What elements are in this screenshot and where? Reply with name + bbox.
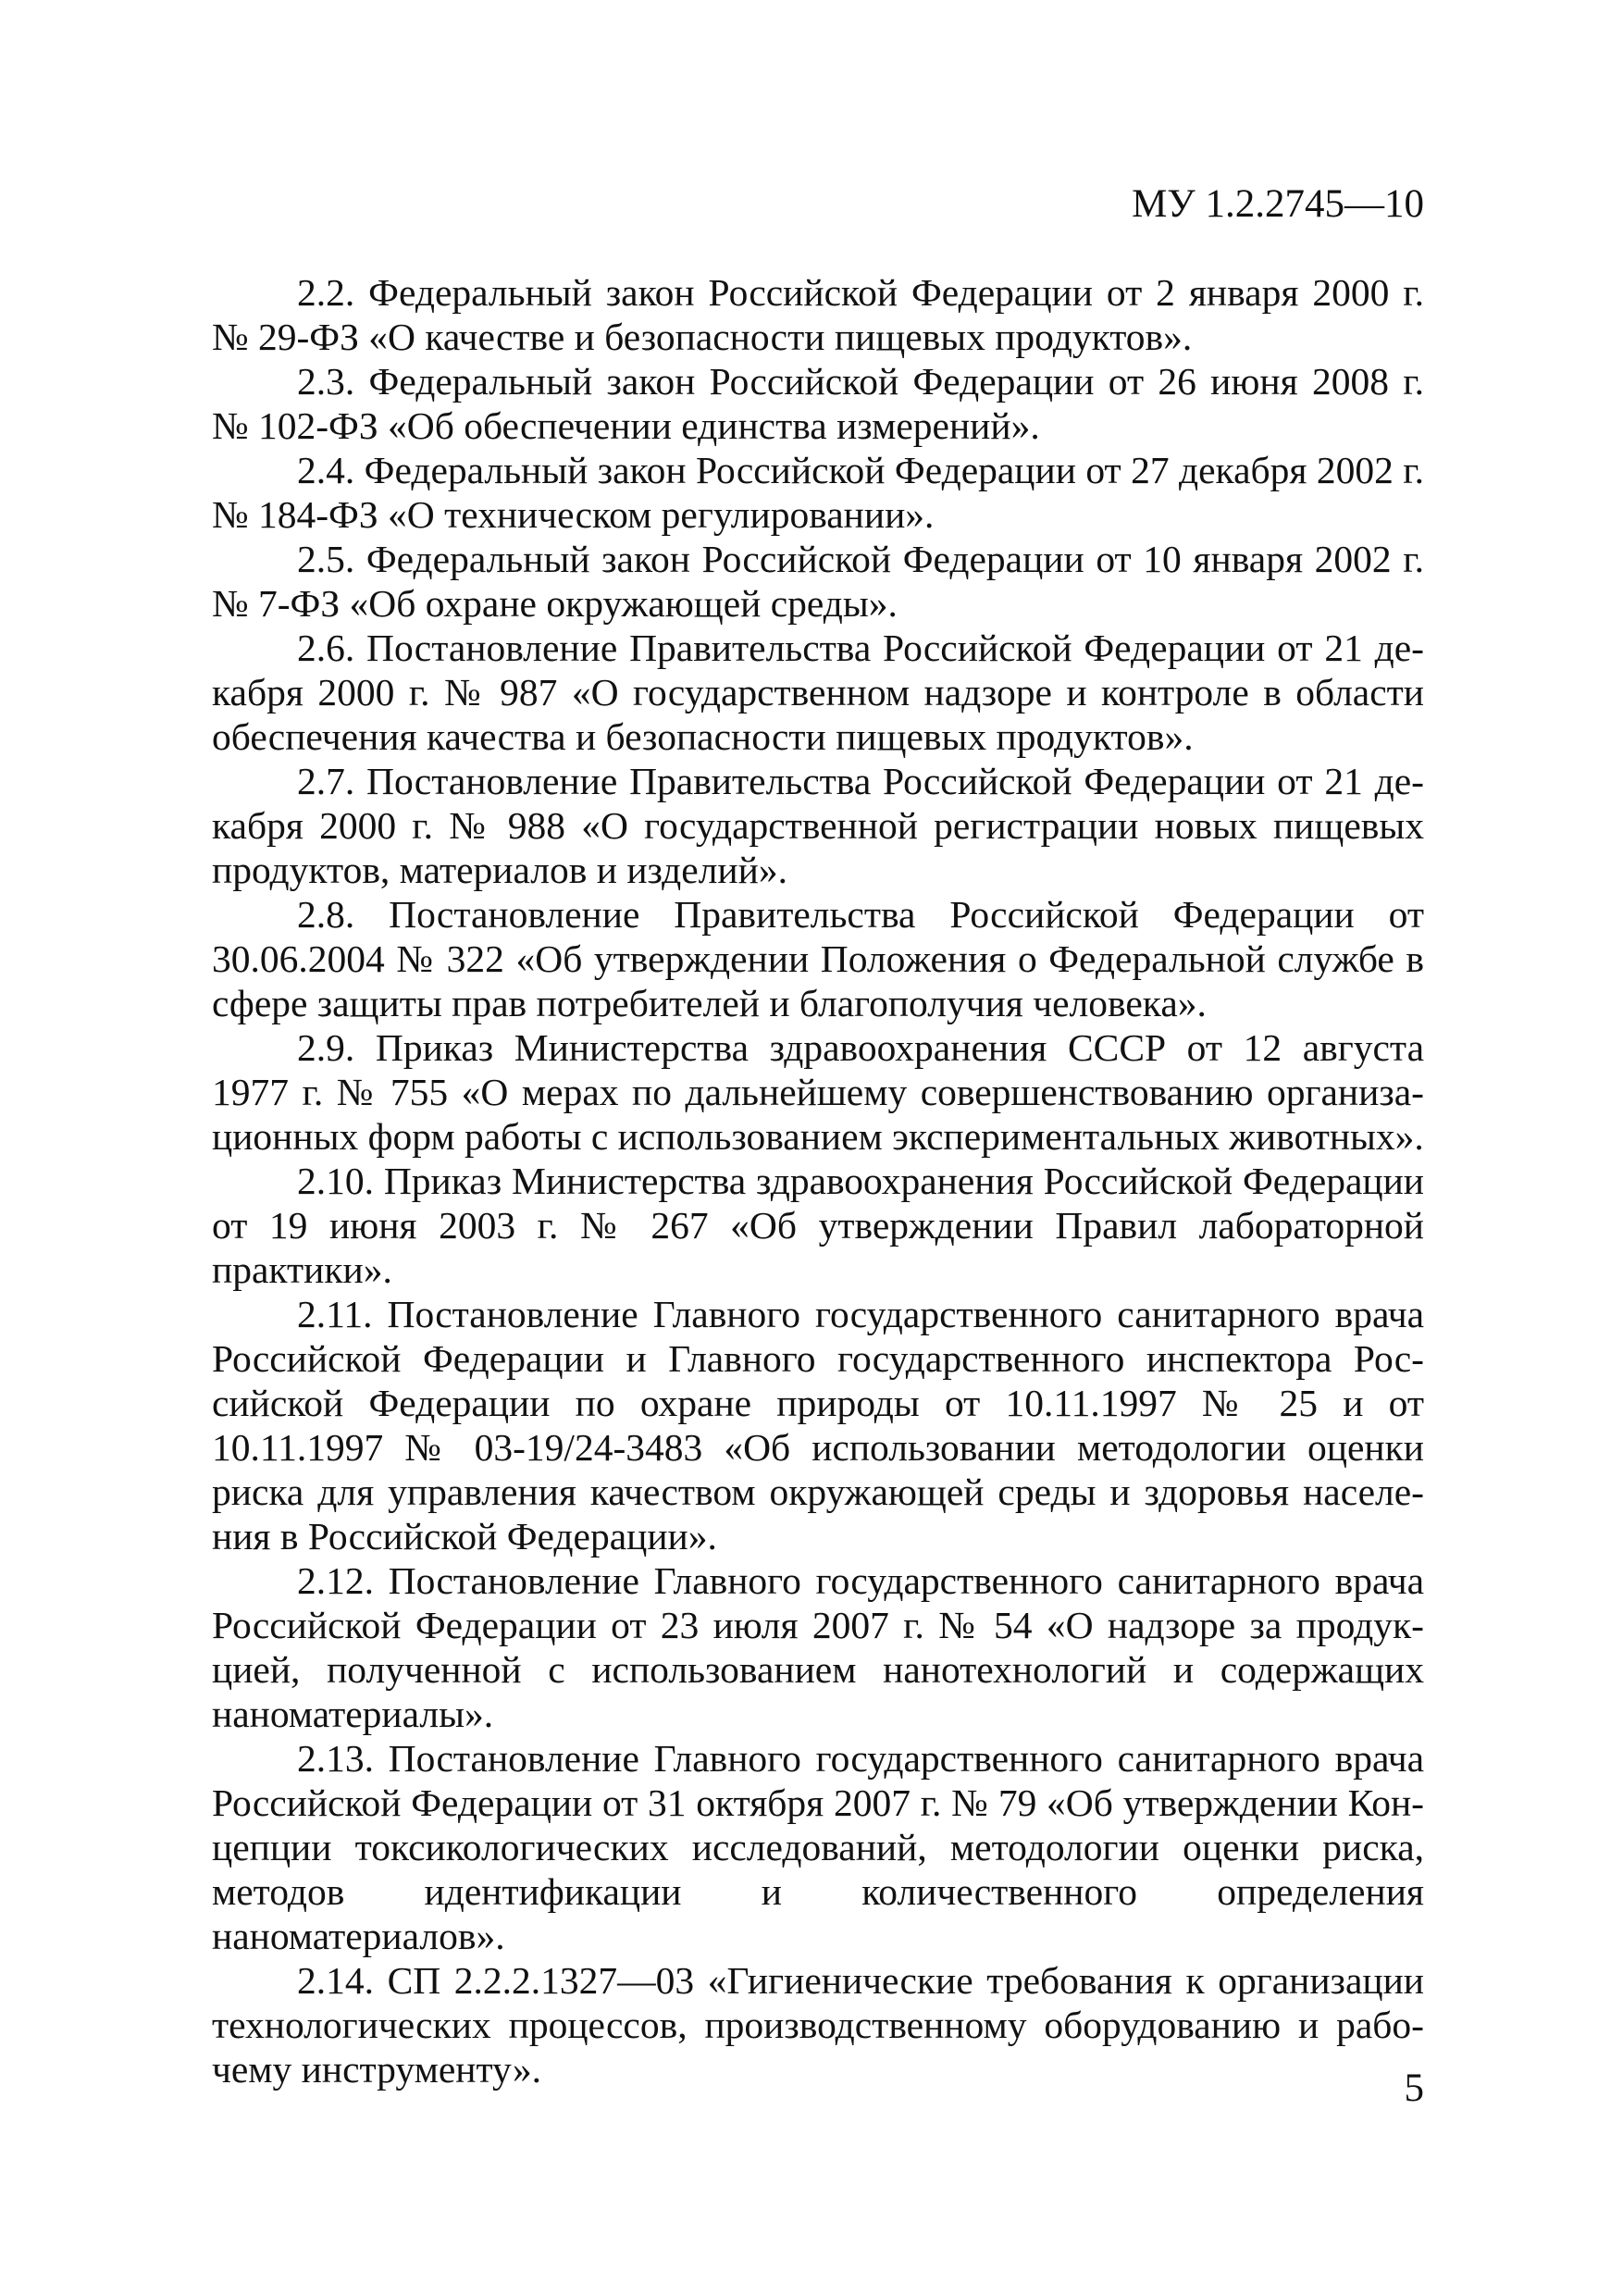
reference-item: 2.4. Федеральный закон Российской Федерации от 27 декабря 2002 г. № 184-ФЗ «О техническом регулировании». bbox=[212, 449, 1424, 536]
reference-item: 2.7. Постановление Правительства Российской Федерации от 21 декабря 2000 г. № 988 «О государственной регистрации новых пищевых продуктов, материалов и изделий». bbox=[212, 760, 1424, 891]
reference-item: 2.9. Приказ Министерства здравоохранения СССР от 12 августа 1977 г. № 755 «О мерах по дальнейшему совершенствованию организационных форм работы с использованием экспериментальных животных». bbox=[212, 1026, 1424, 1158]
reference-item: 2.2. Федеральный закон Российской Федерации от 2 января 2000 г. № 29-ФЗ «О качестве и безопасности пищевых продуктов». bbox=[212, 271, 1424, 358]
reference-item: 2.14. СП 2.2.2.1327—03 «Гигиенические требования к организации технологических процессов, производственному оборудованию и рабочему инструменту». bbox=[212, 1959, 1424, 2091]
reference-item: 2.5. Федеральный закон Российской Федерации от 10 января 2002 г. № 7-ФЗ «Об охране окружающей среды». bbox=[212, 538, 1424, 625]
reference-item: 2.11. Постановление Главного государственного санитарного врача Российской Федерации и Главного государственного инспектора Российской Федерации по охране природы от 10.11.1997 № 25 и от 10.11.1997 № 03-19/24-3483 «Об использовании методологии оценки риска для управления качеством окружающей среды и здоровья населения в Российской Федерации». bbox=[212, 1293, 1424, 1558]
reference-item: 2.13. Постановление Главного государственного санитарного врача Российской Федерации от 31 октября 2007 г. № 79 «Об утверждении Концепции токсикологических исследований, методологии оценки риска, методов идентификации и количественного определения наноматериалов». bbox=[212, 1737, 1424, 1957]
reference-item: 2.12. Постановление Главного государственного санитарного врача Российской Федерации от 23 июля 2007 г. № 54 «О надзоре за продукцией, полученной с использованием нанотехнологий и содержащих наноматериалы». bbox=[212, 1559, 1424, 1735]
normative-references-list bbox=[212, 270, 1424, 2091]
reference-item: 2.10. Приказ Министерства здравоохранения Российской Федерации от 19 июня 2003 г. № 267 «Об утверждении Правил лабораторной практики». bbox=[212, 1160, 1424, 1291]
page-number: 5 bbox=[1404, 2066, 1424, 2110]
reference-item: 2.8. Постановление Правительства Российской Федерации от 30.06.2004 № 322 «Об утверждении Положения о Федеральной службе в сфере защиты прав потребителей и благополучия человека». bbox=[212, 893, 1424, 1024]
document-code-header: МУ 1.2.2745—10 bbox=[1132, 182, 1424, 226]
reference-item: 2.3. Федеральный закон Российской Федерации от 26 июня 2008 г. № 102-ФЗ «Об обеспечении единства измерений». bbox=[212, 360, 1424, 447]
reference-item: 2.6. Постановление Правительства Российской Федерации от 21 декабря 2000 г. № 987 «О государственном надзоре и контроле в области обеспечения качества и безопасности пищевых продуктов». bbox=[212, 627, 1424, 758]
